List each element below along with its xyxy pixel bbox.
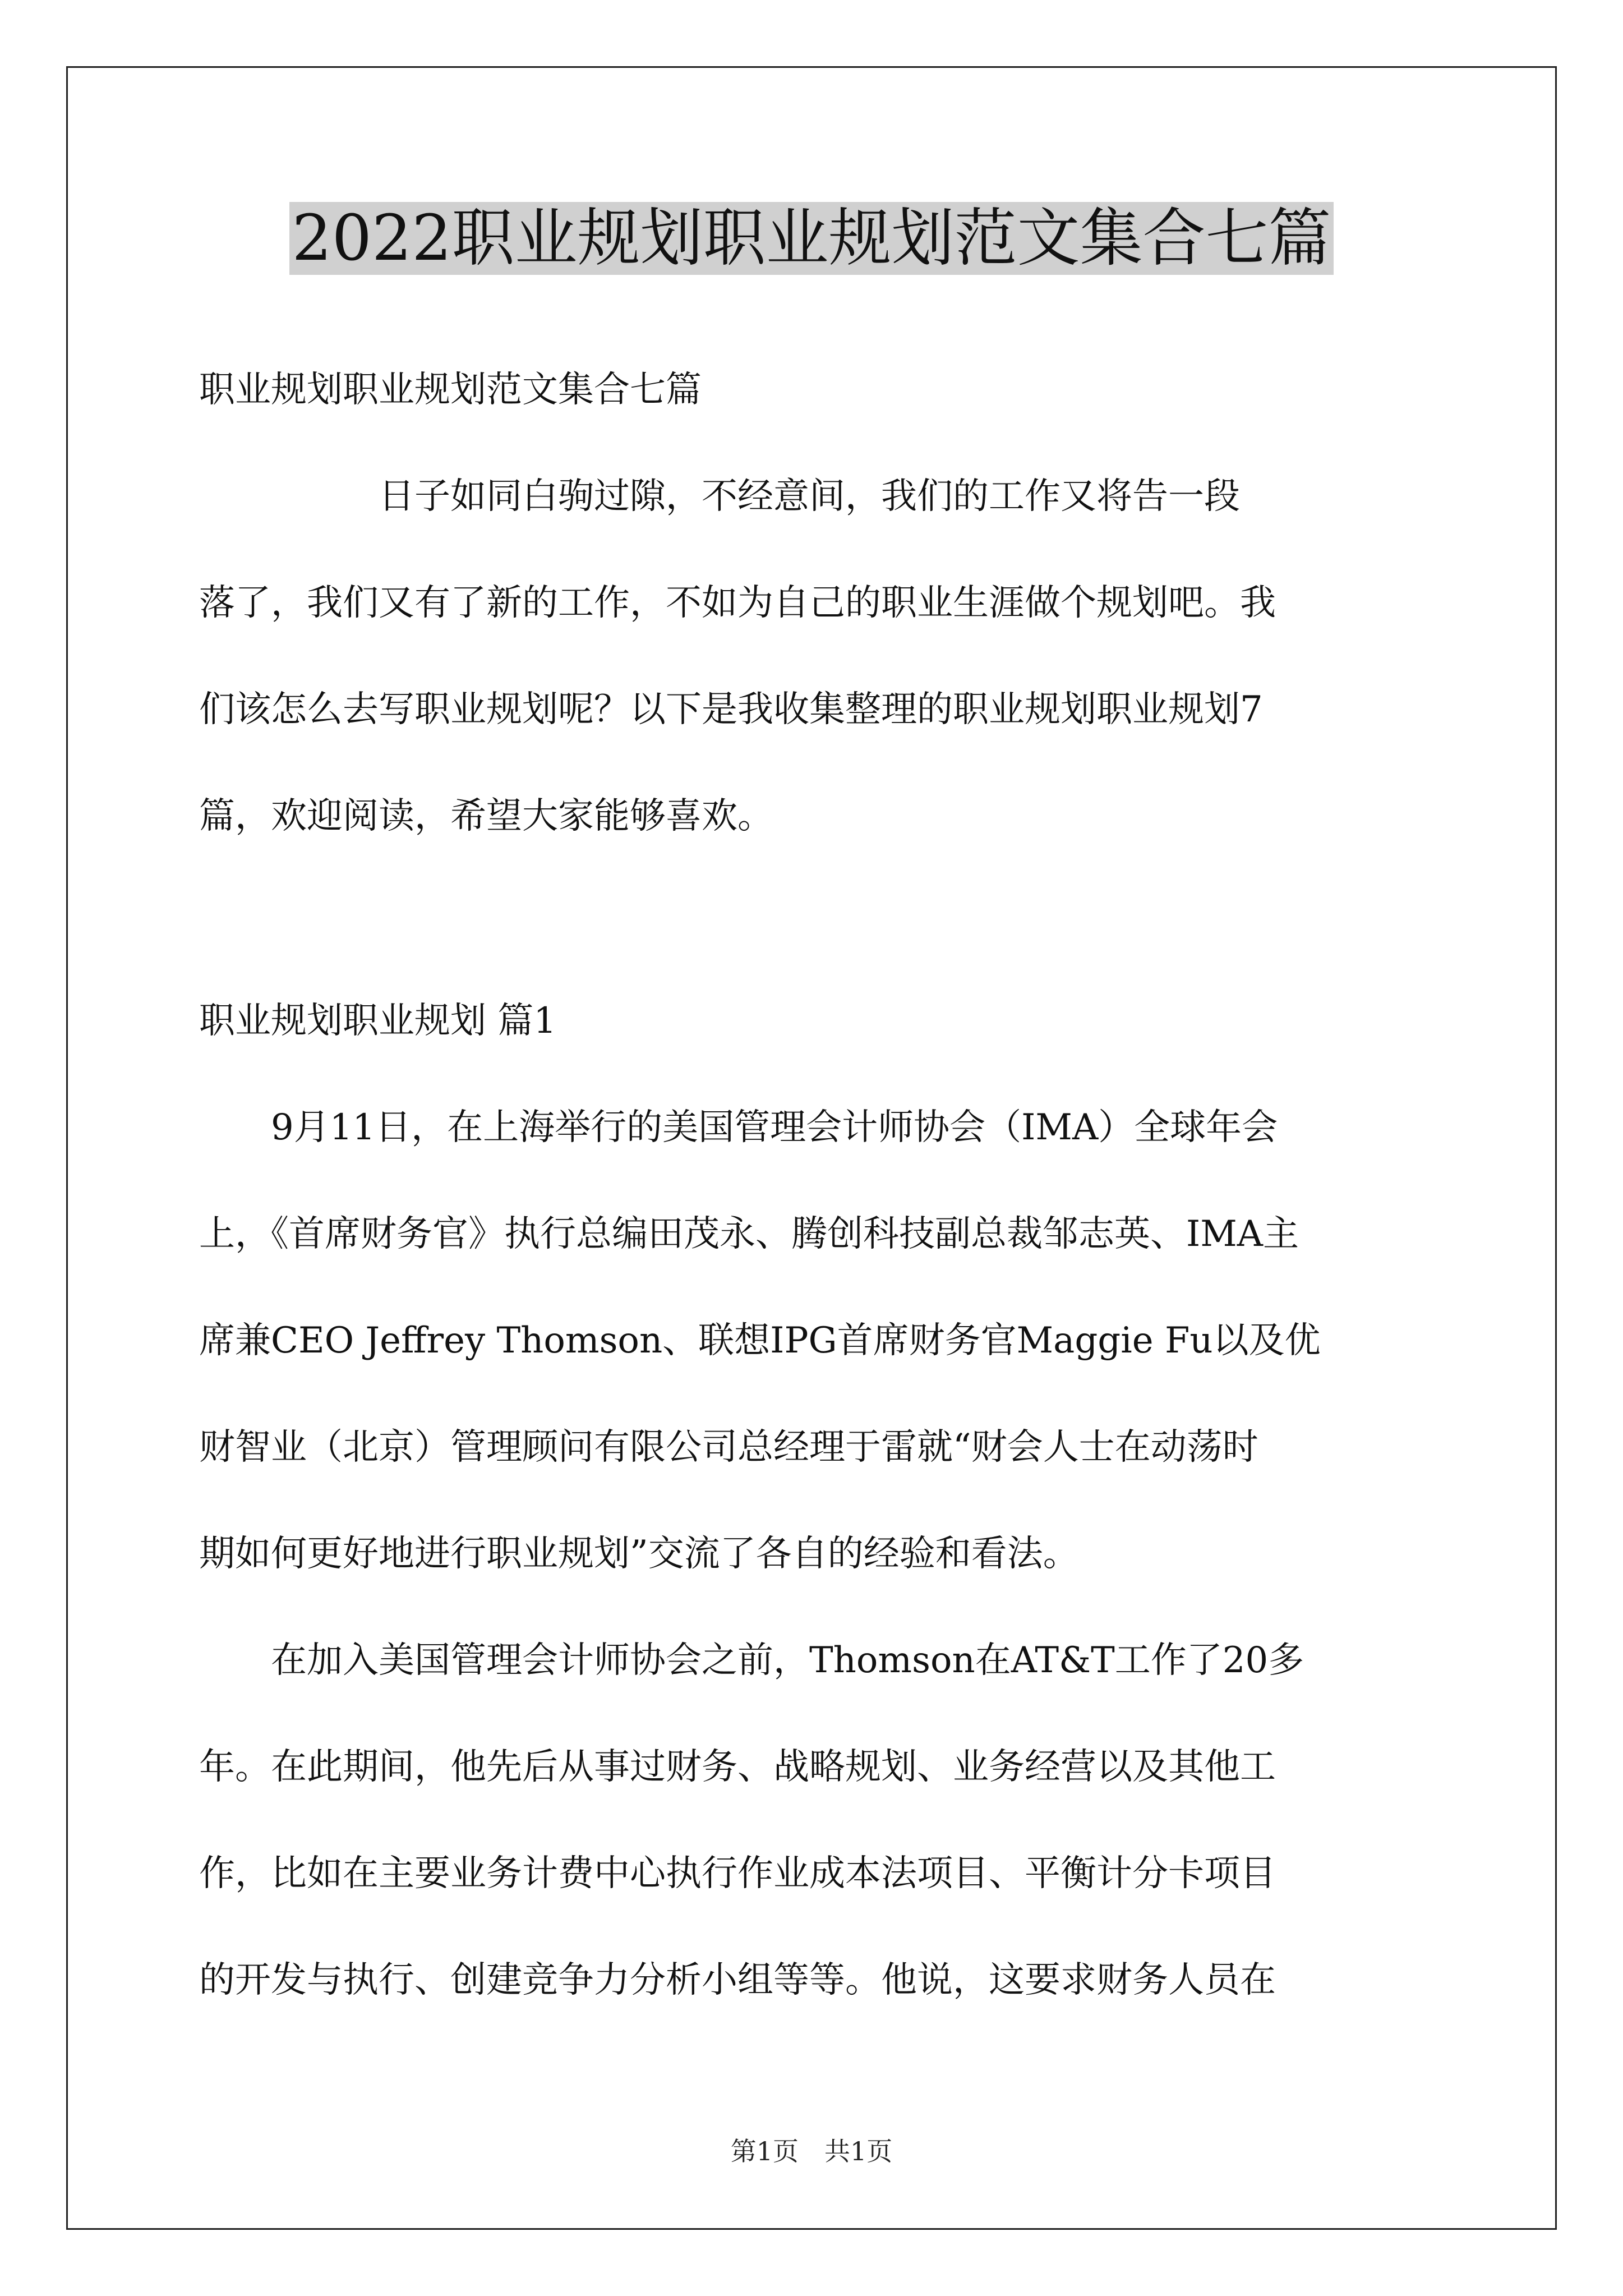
paragraph-line: 的开发与执行、创建竞争力分析小组等等。他说，这要求财务人员在	[199, 1959, 1276, 2001]
intro-line: 落了，我们又有了新的工作，不如为自己的职业生涯做个规划吧。我	[199, 582, 1276, 624]
intro-line: 们该怎么去写职业规划呢？以下是我收集整理的职业规划职业规划7	[199, 689, 1263, 730]
paragraph-line: 席兼CEO Jeffrey Thomson、联想IPG首席财务官Maggie Fu以及优	[199, 1320, 1321, 1361]
document-title-text: 2022职业规划职业规划范文集合七篇	[289, 202, 1333, 275]
paragraph-line: 9月11日，在上海举行的美国管理会计师协会（IMA）全球年会	[199, 1107, 1278, 1148]
page-footer	[0, 2134, 1623, 2168]
paragraph-2	[199, 1607, 1427, 2033]
paragraph-line: 上，《首席财务官》执行总编田茂永、腾创科技副总裁邹志英、IMA主	[199, 1213, 1299, 1255]
subtitle-text: 职业规划职业规划范文集合七篇	[199, 369, 702, 411]
page-number: 第1页 共1页	[730, 2136, 893, 2166]
section-heading-text: 职业规划职业规划 篇1	[199, 1000, 557, 1042]
paragraph-line: 财智业（北京）管理顾问有限公司总经理于雷就“财会人士在动荡时	[199, 1427, 1258, 1468]
intro-line: 日子如同白驹过隙，不经意间，我们的工作又将告一段	[199, 476, 1240, 517]
section-heading	[199, 968, 1427, 1074]
intro-line: 篇，欢迎阅读，希望大家能够喜欢。	[199, 795, 773, 837]
paragraph-line: 年。在此期间，他先后从事过财务、战略规划、业务经营以及其他工	[199, 1746, 1276, 1788]
paragraph-line: 期如何更好地进行职业规划”交流了各自的经验和看法。	[199, 1533, 1079, 1575]
paragraph-line: 在加入美国管理会计师协会之前，Thomson在AT&T工作了20多	[199, 1640, 1304, 1681]
document-title	[0, 196, 1623, 280]
intro-paragraph	[199, 443, 1427, 869]
paragraph-line: 作，比如在主要业务计费中心执行作业成本法项目、平衡计分卡项目	[199, 1853, 1276, 1894]
paragraph-1	[199, 1074, 1427, 1607]
subtitle	[199, 337, 1427, 443]
